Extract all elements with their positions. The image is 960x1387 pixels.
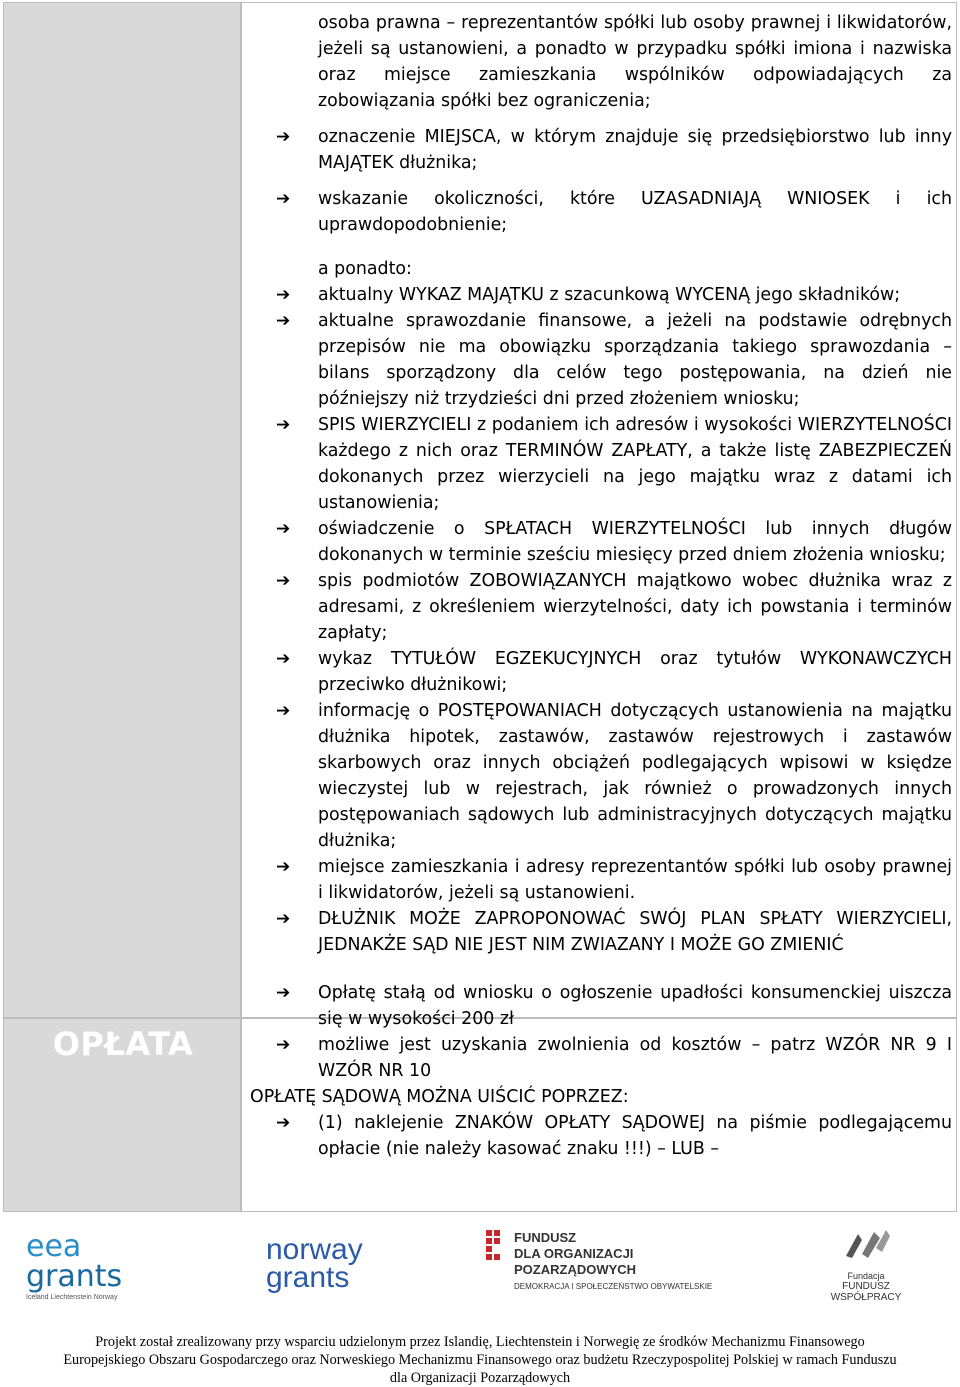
list-item bbox=[250, 186, 952, 238]
arrow-icon: ➔ bbox=[276, 857, 291, 877]
list-item bbox=[250, 568, 952, 646]
norway-grants-logo bbox=[266, 1233, 376, 1294]
logo-bar bbox=[0, 1220, 960, 1320]
fundusz-mark-icon bbox=[486, 1230, 508, 1270]
arrow-icon: ➔ bbox=[276, 701, 291, 721]
list-item bbox=[250, 412, 952, 516]
item-text: aktualne sprawozdanie finansowe, a jeżeli na podstawie odrębnych przepisów nie ma obowiązku sporządzania takiego sprawozdania – bilans sporządzony dla celów tego postępowania, na dzień nie późniejszy niż trzydzieści dni przed złożeniem wniosku; bbox=[318, 311, 952, 409]
item-text: osoba prawna – reprezentantów spółki lub osoby prawnej i likwidatorów, jeżeli są ustanowieni, a ponadto w przypadku spółki imiona i nazwiska oraz miejsce zamieszkania wspólników odpowiadających za zobowiązania spółki bez ograniczenia; bbox=[318, 13, 952, 111]
norway-logo-word-2: grants bbox=[266, 1261, 350, 1294]
item-text: spis podmiotów ZOBOWIĄZANYCH majątkowo wobec dłużnika wraz z adresami, z określeniem wierzytelności, daty ich powstania i terminów zapłaty; bbox=[318, 571, 952, 643]
fundusz-logo-line3: POZARZĄDOWYCH bbox=[514, 1262, 637, 1277]
list-item bbox=[250, 282, 952, 308]
item-text: SPIS WIERZYCIELI z podaniem ich adresów i wysokości WIERZYTELNOŚCI każdego z nich oraz TERMINÓW ZAPŁATY, a także listę ZABEZPIECZEŃ dokonanych przez wierzycieli na jego majątku wraz z datami ich ustanowienia; bbox=[318, 415, 952, 513]
fwp-mark-icon bbox=[836, 1226, 896, 1266]
arrow-icon: ➔ bbox=[276, 649, 291, 669]
item-text: aktualny WYKAZ MAJĄTKU z szacunkową WYCENĄ jego składników; bbox=[318, 285, 901, 305]
list-item bbox=[250, 124, 952, 176]
arrow-icon: ➔ bbox=[276, 285, 291, 305]
list-item bbox=[250, 1032, 952, 1084]
eea-logo-sub: Iceland Liechtenstein Norway bbox=[26, 1294, 118, 1301]
arrow-icon: ➔ bbox=[276, 909, 291, 929]
list-item bbox=[250, 980, 952, 1032]
list-item bbox=[250, 1110, 952, 1162]
arrow-icon: ➔ bbox=[276, 311, 291, 331]
item-text: miejsce zamieszkania i adresy reprezentantów spółki lub osoby prawnej i likwidatorów, jeżeli są ustanowieni. bbox=[318, 857, 952, 903]
item-text: (1) naklejenie ZNAKÓW OPŁATY SĄDOWEJ na piśmie podlegającemu opłacie (nie należy kasować znaku !!!) – LUB – bbox=[318, 1113, 952, 1159]
item-text: wskazanie okoliczności, które UZASADNIAJĄ WNIOSEK i ich uprawdopodobnienie; bbox=[318, 189, 952, 235]
item-text: Opłatę stałą od wniosku o ogłoszenie upadłości konsumenckiej uiszcza się w wysokości 200 zł bbox=[318, 983, 952, 1029]
arrow-icon: ➔ bbox=[276, 127, 291, 147]
item-text: wykaz TYTUŁÓW EGZEKUCYJNYCH oraz tytułów WYKONAWCZYCH przeciwko dłużnikowi; bbox=[318, 649, 952, 695]
list-item bbox=[250, 906, 952, 958]
arrow-icon: ➔ bbox=[276, 519, 291, 539]
footer-note bbox=[0, 1333, 960, 1387]
arrow-icon: ➔ bbox=[276, 415, 291, 435]
list-item bbox=[250, 308, 952, 412]
item-text: a ponadto: bbox=[318, 259, 412, 279]
list-item bbox=[250, 646, 952, 698]
item-text: oświadczenie o SPŁATACH WIERZYTELNOŚCI lub innych długów dokonanych w terminie sześciu miesięcy przed dniem złożenia wniosku; bbox=[318, 519, 952, 565]
item-text: informację o POSTĘPOWANIACH dotyczących ustanowienia na majątku dłużnika hipotek, zastawów, zastawów rejestrowych i zastawów skarbowych oraz innych obciążeń podlegających wpisowi w księdze wieczystej lub w rejestrach, jak również o prowadzonych innych postępowaniach sądowych lub administracyjnych dotyczących majątku dłużnika; bbox=[318, 701, 952, 851]
heading-text: OPŁATĘ SĄDOWĄ MOŻNA UIŚCIĆ POPRZEZ: bbox=[250, 1087, 629, 1107]
list-item bbox=[250, 516, 952, 568]
eea-logo-word-2: grants bbox=[26, 1259, 123, 1294]
footer-line: Europejskiego Obszaru Gospodarczego oraz Norweskiego Mechanizmu Finansowego oraz budżetu Rzeczypospolitej Polskiej w ramach Funduszu bbox=[63, 1352, 897, 1368]
item-text: możliwe jest uzyskania zwolnienia od kosztów – patrz WZÓR NR 9 I WZÓR NR 10 bbox=[318, 1035, 952, 1081]
list-item bbox=[250, 256, 952, 282]
fwp-logo-line2: FUNDUSZ WSPÓŁPRACY bbox=[830, 1281, 902, 1303]
arrow-icon: ➔ bbox=[276, 1035, 291, 1055]
list-item bbox=[250, 854, 952, 906]
fundusz-logo-sub: DEMOKRACJA I SPOŁECZEŃSTWO OBYWATELSKIE bbox=[514, 1282, 713, 1291]
section-label-oplata: OPŁATA bbox=[52, 1025, 194, 1063]
arrow-icon: ➔ bbox=[276, 1113, 291, 1133]
fwp-logo-line1: Fundacja bbox=[847, 1271, 885, 1281]
fundusz-logo-line1: FUNDUSZ bbox=[514, 1230, 577, 1245]
fundusz-wspolpracy-logo bbox=[806, 1226, 926, 1303]
fundusz-logo bbox=[486, 1230, 726, 1291]
eea-logo-word: eea bbox=[26, 1229, 82, 1264]
fee-heading bbox=[250, 1084, 952, 1110]
item-text: oznaczenie MIEJSCA, w którym znajduje się przedsiębiorstwo lub inny MAJĄTEK dłużnika; bbox=[318, 127, 952, 173]
arrow-icon: ➔ bbox=[276, 571, 291, 591]
footer-line: Projekt został zrealizowany przy wsparciu udzielonym przez Islandię, Liechtenstein i Norwegię ze środków Mechanizmu Finansowego bbox=[95, 1334, 865, 1350]
footer-line: dla Organizacji Pozarządowych bbox=[389, 1370, 571, 1386]
arrow-icon: ➔ bbox=[276, 189, 291, 209]
list-item bbox=[250, 698, 952, 854]
item-text: DŁUŻNIK MOŻE ZAPROPONOWAĆ SWÓJ PLAN SPŁATY WIERZYCIELI, JEDNAKŻE SĄD NIE JEST NIM ZWIAZANY I MOŻE GO ZMIENIĆ bbox=[318, 909, 952, 955]
arrow-icon: ➔ bbox=[276, 983, 291, 1003]
content-column bbox=[250, 0, 952, 1162]
eea-grants-logo bbox=[26, 1229, 136, 1301]
norway-logo-word: norway bbox=[266, 1233, 363, 1266]
list-item bbox=[250, 10, 952, 114]
fundusz-logo-line2: DLA ORGANIZACJI bbox=[514, 1246, 634, 1261]
